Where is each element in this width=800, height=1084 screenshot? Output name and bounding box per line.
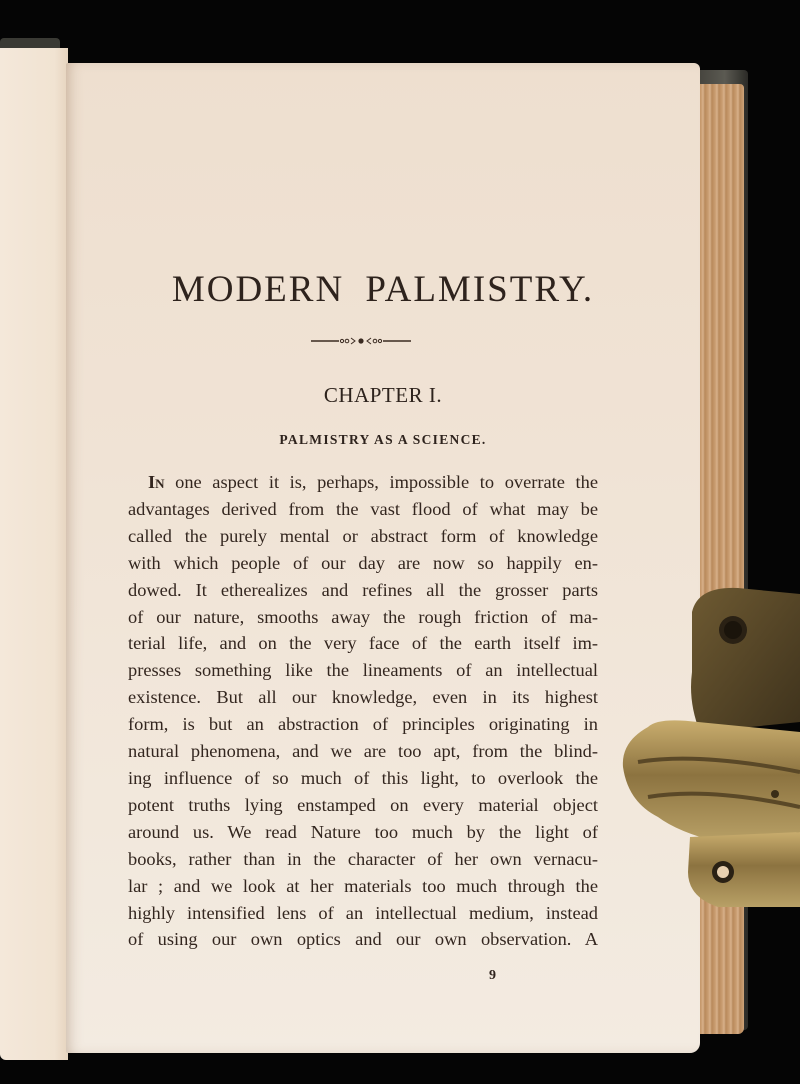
text-line: potent truths lying enstamped on every material object: [128, 794, 598, 815]
text-line: presses something like the lineaments of an intellectual: [128, 660, 598, 681]
body-paragraph: [128, 469, 598, 953]
text-line: of our nature, smooths away the rough friction of ma-: [128, 606, 598, 627]
text-line: dowed. It etherealizes and refines all the grosser parts: [128, 579, 598, 600]
text-line: form, is but an abstraction of principles originating in: [128, 714, 598, 735]
ornament-rule-icon: [311, 335, 411, 347]
chapter-title: PALMISTRY AS A SCIENCE.: [279, 432, 487, 447]
text-line: around us. We read Nature too much by the light of: [128, 821, 598, 842]
text-line: ing influence of so much of this light, to overlook the: [128, 767, 598, 788]
text-line: terial life, and on the very face of the earth itself im-: [128, 633, 598, 654]
page-number: 9: [489, 968, 496, 983]
chapter-heading: CHAPTER I.: [323, 383, 443, 407]
left-page: [0, 48, 68, 1060]
text-line: advantages derived from the vast flood of what may be: [128, 498, 598, 519]
text-line: books, rather than in the character of her own vernacu-: [128, 848, 598, 869]
text-line: In one aspect it is, perhaps, impossible to overrate the: [148, 472, 598, 492]
brass-clasp-icon: [618, 582, 800, 907]
book-title: MODERN PALMISTRY.: [171, 269, 595, 310]
text-line: highly intensified lens of an intellectual medium, instead: [128, 902, 598, 923]
book-page: [66, 63, 700, 1053]
drop-lead-word: In: [148, 472, 165, 492]
text-line: natural phenomena, and we are too apt, from the blind-: [128, 741, 598, 762]
text-line: with which people of our day are now so happily en-: [128, 552, 598, 573]
text-line: existence. But all our knowledge, even in its highest: [128, 687, 598, 708]
text-line: of using our own optics and our own observation. A: [128, 929, 598, 950]
text-line: called the purely mental or abstract form of knowledge: [128, 525, 598, 546]
text-line: lar ; and we look at her materials too much through the: [128, 875, 598, 896]
